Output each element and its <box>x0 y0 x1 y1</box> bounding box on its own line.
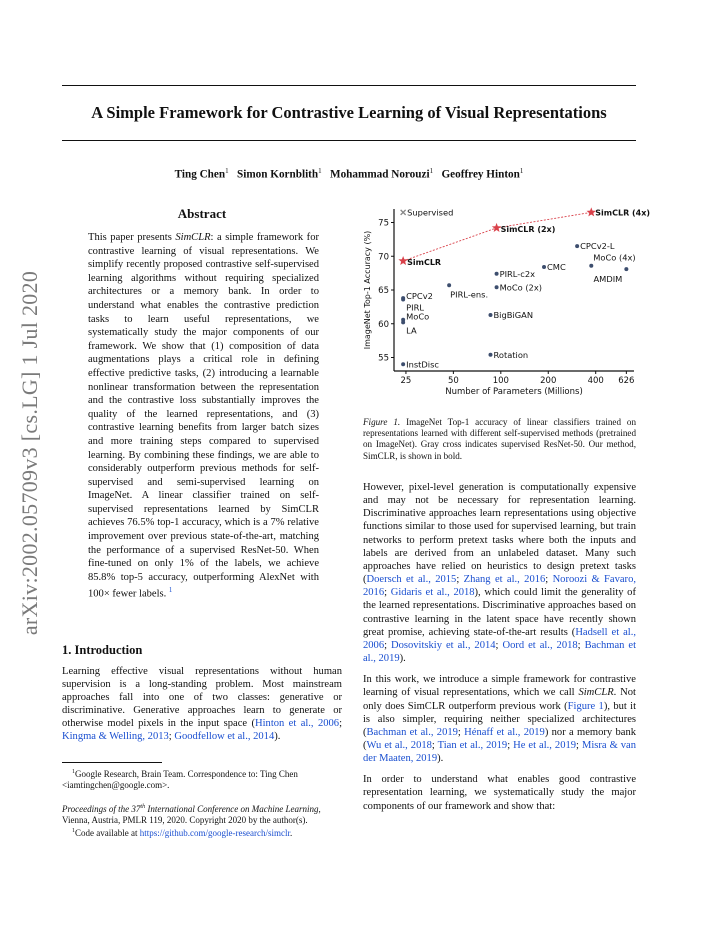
figure-link[interactable]: Figure 1 <box>567 700 604 712</box>
y-tick-label: 75 <box>378 218 389 229</box>
paper-title: A Simple Framework for Contrastive Learning of Visual Representations <box>91 103 607 122</box>
y-axis-label: ImageNet Top-1 Accuracy (%) <box>363 230 372 350</box>
citation-link[interactable]: Doersch et al., 2015 <box>366 574 457 586</box>
point-bigbigan <box>488 313 492 317</box>
point-amdim <box>624 267 628 271</box>
point-label-rotation: Rotation <box>493 349 529 360</box>
x-axis-label: Number of Parameters (Millions) <box>445 387 583 397</box>
footnotes <box>62 767 342 839</box>
citation-link[interactable]: Hénaff et al., 2019 <box>464 726 545 738</box>
citation-link[interactable]: Tian et al., 2019 <box>437 739 508 751</box>
paragraph: However, pixel-level generation is computationally expensive and may not be necessary for representation learning. Discriminative approaches learn representations using objective functions similar to those used for supervised learning, but train networks to perform pretext tasks where both the inputs and labels are derived from an unlabeled dataset. Many such approaches have relied on heuristics to design pretext tasks (Doersch et al., 2015; Zhang et al., 2016; Noroozi & Favaro, 2016; Gidaris et al., 2018), which could limit the generality of the learned representations. Discriminative approaches based on contrastive learning in the latent space have recently shown great promise, achieving state-of-the-art results (Hadsell et al., 2006; Dosovitskiy et al., 2014; Oord et al., 2018; Bachman et al., 2019). <box>363 482 636 665</box>
citation-link[interactable]: Bachman et al., 2019 <box>363 639 636 665</box>
point-pirl <box>401 297 405 301</box>
citation-link[interactable]: Wu et al., 2018 <box>366 739 432 751</box>
simclr-trend-line <box>403 212 591 261</box>
point-label-cpcv2: CPCv2 <box>406 291 433 302</box>
footnote-rule <box>62 762 162 763</box>
right-column-text <box>363 481 636 821</box>
citation-link[interactable]: Goodfellow et al., 2014 <box>174 731 275 743</box>
x-tick-label: 50 <box>447 376 459 386</box>
y-tick-label: 65 <box>378 286 389 296</box>
point-label-moco: MoCo <box>406 311 430 322</box>
point-supervised-cross <box>401 210 406 215</box>
figure-caption: Figure 1. ImageNet Top-1 accuracy of linear classifiers trained on representations learned with different self-supervised methods (pretrained on ImageNet). Gray cross indicates supervised ResNet-50. Our method, SimCLR, is shown in bold. <box>363 417 636 461</box>
citation-link[interactable]: Bachman et al., 2019 <box>366 726 458 738</box>
point-label-pirl-ens: PIRL-ens. <box>450 289 489 300</box>
point-label-pirl-c2x: PIRL-c2x <box>499 268 536 279</box>
y-tick-label: 60 <box>378 319 389 330</box>
author-name: Simon Kornblith <box>237 168 319 181</box>
point-cmc <box>542 265 546 269</box>
citation-link[interactable]: Kingma & Welling, 2013 <box>62 731 169 743</box>
point-label-simclr-4x: SimCLR (4x) <box>595 208 651 218</box>
x-tick-label: 200 <box>540 376 557 386</box>
point-label-instdisc: InstDisc <box>406 359 440 370</box>
top-rule <box>62 85 636 86</box>
proceedings-note: Proceedings of the 37th International Conference on Machine Learning, Vienna, Austria, PMLR 119, 2020. Copyright 2020 by the author(s). <box>62 804 321 825</box>
arxiv-watermark: arXiv:2002.05709v3 [cs.LG] 1 Jul 2020 <box>17 270 42 636</box>
y-tick-label: 55 <box>378 353 389 364</box>
point-label-cmc: CMC <box>547 262 566 273</box>
point-label-cpcv2-l: CPCv2-L <box>580 241 615 252</box>
citation-link[interactable]: Noroozi & Favaro, 2016 <box>363 574 636 599</box>
author-name: Geoffrey Hinton <box>441 168 520 181</box>
point-la <box>401 320 405 324</box>
author-list <box>62 167 636 181</box>
accuracy-vs-params-chart <box>358 203 651 411</box>
citation-link[interactable]: Oord et al., 2018 <box>502 639 578 651</box>
point-label-simclr-2x: SimCLR (2x) <box>500 224 556 234</box>
point-label-bigbigan: BigBiGAN <box>493 309 534 320</box>
x-tick-label: 25 <box>400 376 412 386</box>
citation-link[interactable]: Hinton et al., 2006 <box>255 718 340 730</box>
point-label-pirl: PIRL <box>406 302 424 313</box>
footnote-affiliation: $^1$Google Research, Brain Team. Correspondence to: Ting Chen <iamtingchen@google.com>. <box>62 769 298 790</box>
affiliation-mark: 1 <box>429 167 434 175</box>
code-url-link[interactable]: https://github.com/google-research/simclr <box>139 828 290 838</box>
point-pirl-c2x <box>495 272 499 276</box>
citation-link[interactable]: Zhang et al., 2016 <box>463 574 546 586</box>
section-heading-introduction: 1. Introduction <box>62 643 143 657</box>
citation-link[interactable]: Dosovitskiy et al., 2014 <box>391 639 496 651</box>
point-instdisc <box>401 362 405 366</box>
point-moco-2x <box>495 285 499 289</box>
x-tick-label: 400 <box>587 376 604 386</box>
x-tick-label: 100 <box>492 376 509 386</box>
citation-link[interactable]: Misra & van der Maaten, 2019 <box>363 739 636 765</box>
point-label-moco-2x: MoCo (2x) <box>499 282 542 293</box>
point-label-simclr: SimCLR <box>407 257 442 267</box>
affiliation-mark: 1 <box>519 167 524 175</box>
point-label-la: LA <box>406 325 417 336</box>
point-moco-4x <box>589 264 593 268</box>
intro-paragraph: Learning effective visual representations without human supervision is a long-standing problem. Most mainstream approaches fall into one of two classes: generative or discriminative. Generative approaches learn to generate or otherwise model pixels in the input space (Hinton et al., 2006; Kingma & Welling, 2013; Goodfellow et al., 2014). <box>62 666 342 743</box>
title-bottom-rule <box>62 140 636 141</box>
point-rotation <box>488 353 492 357</box>
author-name: Ting Chen <box>174 168 226 181</box>
paragraph: In order to understand what enables good contrastive representation learning, we systematically study the major components of our framework and show that: <box>363 774 636 812</box>
x-tick-label: 626 <box>618 376 635 386</box>
citation-link[interactable]: Hadsell et al., 2006 <box>363 626 636 651</box>
author-name: Mohammad Norouzi <box>330 168 430 181</box>
point-pirl-ens <box>447 283 451 287</box>
y-tick-label: 70 <box>378 252 389 263</box>
point-label-amdim: AMDIM <box>593 274 623 285</box>
paragraph: In this work, we introduce a simple framework for contrastive learning of visual representations, which we call SimCLR. Not only does SimCLR outperform previous work (Figure 1), but it is also simpler, requiring neither specialized architectures (Bachman et al., 2019; Hénaff et al., 2019) nor a memory bank (Wu et al., 2018; Tian et al., 2019; He et al., 2019; Misra & van der Maaten, 2019). <box>363 674 637 765</box>
point-label-moco-4x: MoCo (4x) <box>593 252 636 263</box>
footnote-code: $^1$Code available at https://github.com/google-research/simclr. <box>72 828 293 838</box>
affiliation-mark: 1 <box>225 167 229 175</box>
point-cpcv2-l <box>575 244 579 248</box>
footnote-link[interactable]: 1 <box>168 586 173 595</box>
affiliation-mark: 1 <box>318 167 322 175</box>
point-label-supervised: Supervised <box>407 207 454 218</box>
citation-link[interactable]: Gidaris et al., 2018 <box>390 587 475 599</box>
citation-link[interactable]: He et al., 2019 <box>513 739 577 751</box>
abstract-text: This paper presents SimCLR: a simple framework for contrastive learning of visual representations. We simplify recently proposed contrastive self-supervised learning algorithms without requiring specialized architectures or a memory bank. In order to understand what enables the contrastive prediction tasks to learn useful representations, we systematically study the major components of our framework. We show that (1) composition of data augmentations plays a critical role in defining effective predictive tasks, (2) introducing a learnable nonlinear transformation between the representation and the contrastive loss substantially improves the quality of the learned representations, and (3) contrastive learning benefits from larger batch sizes and more training steps compared to supervised learning. By combining these findings, we are able to considerably outperform previous methods for self-supervised and semi-supervised learning on ImageNet. A linear classifier trained on self-supervised representations learned by SimCLR achieves 76.5% top-1 accuracy, which is a 7% relative improvement over previous state-of-the-art, matching the performance of a supervised ResNet-50. When fine-tuned on only 1% of the labels, we achieve 85.8% top-5 accuracy, outperforming AlexNet with 100× fewer labels. $^1$ <box>88 232 319 600</box>
abstract-heading: Abstract <box>177 206 227 221</box>
